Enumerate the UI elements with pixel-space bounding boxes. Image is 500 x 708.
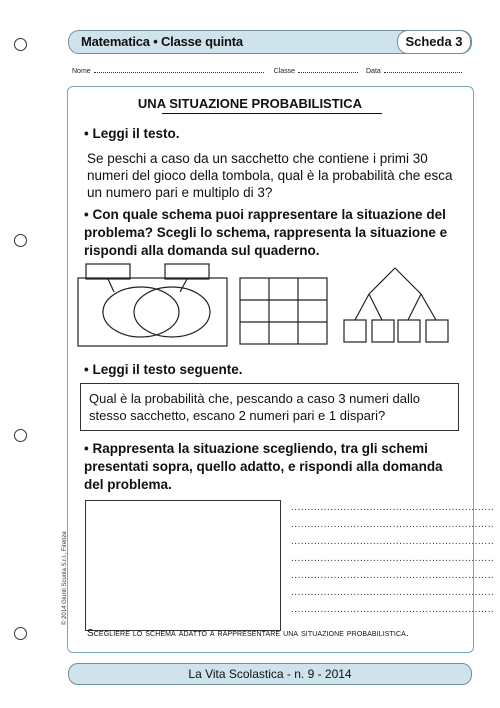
answer-line[interactable]: .............................................................. (291, 502, 495, 513)
question-box (80, 383, 459, 431)
grid-diagram (240, 278, 327, 344)
instruction-read-text: • Leggi il testo. (84, 126, 180, 141)
instruction-read-next: • Leggi il testo seguente. (84, 362, 243, 377)
answer-line[interactable]: .............................................................. (291, 553, 495, 564)
drawing-area[interactable] (85, 500, 281, 631)
venn-set-right (134, 287, 210, 337)
answer-line[interactable]: .............................................................. (291, 587, 495, 598)
venn-diagram (78, 264, 227, 346)
copyright-note: © 2014 Giunti Scuola S.r.l., Firenze (62, 531, 68, 625)
answer-line[interactable]: .............................................................. (291, 604, 495, 615)
venn-connector-left (108, 279, 114, 292)
instruction-represent: • Rappresenta la situazione scegliendo, tra gli schemi presentati sopra, quello adatto, e rispondi alla domanda del problema. (84, 441, 443, 492)
sheet-number-tab: Scheda 3 (397, 30, 471, 54)
date-label: Data (366, 68, 381, 75)
footer-banner: La Vita Scolastica - n. 9 - 2014 (68, 663, 472, 685)
question-text: Qual è la probabilità che, pescando a caso 3 numeri dallo stesso sacchetto, escano 2 numeri pari e 1 dispari? (89, 391, 420, 423)
class-label: Classe (273, 68, 296, 75)
venn-set-left (103, 287, 179, 337)
worksheet-caption: Scegliere lo schema adatto a rappresentare una situazione probabilistica. (87, 628, 409, 639)
answer-line[interactable]: .............................................................. (291, 519, 495, 530)
worksheet-title: UNA SITUAZIONE PROBABILISTICA (137, 96, 363, 111)
venn-label-box-right (165, 264, 209, 279)
venn-label-box-left (86, 264, 130, 279)
subject-label: Matematica • Classe quinta (81, 34, 243, 49)
answer-line[interactable]: .............................................................. (291, 570, 495, 581)
tree-diagram (344, 268, 448, 342)
answer-line[interactable]: .............................................................. (291, 536, 495, 547)
instruction-choose-schema: • Con quale schema puoi rappresentare la situazione del problema? Scegli lo schema, rappresenta la situazione e rispondi alla domanda sul quaderno. (84, 207, 448, 258)
grid-outer (240, 278, 327, 344)
problem-text: Se peschi a caso da un sacchetto che contiene i primi 30 numeri del gioco della tombola, qual è la probabilità che esca un numero pari e multiplo di 3? (87, 151, 453, 200)
name-label: Nome (72, 68, 91, 75)
venn-connector-right (180, 279, 187, 292)
